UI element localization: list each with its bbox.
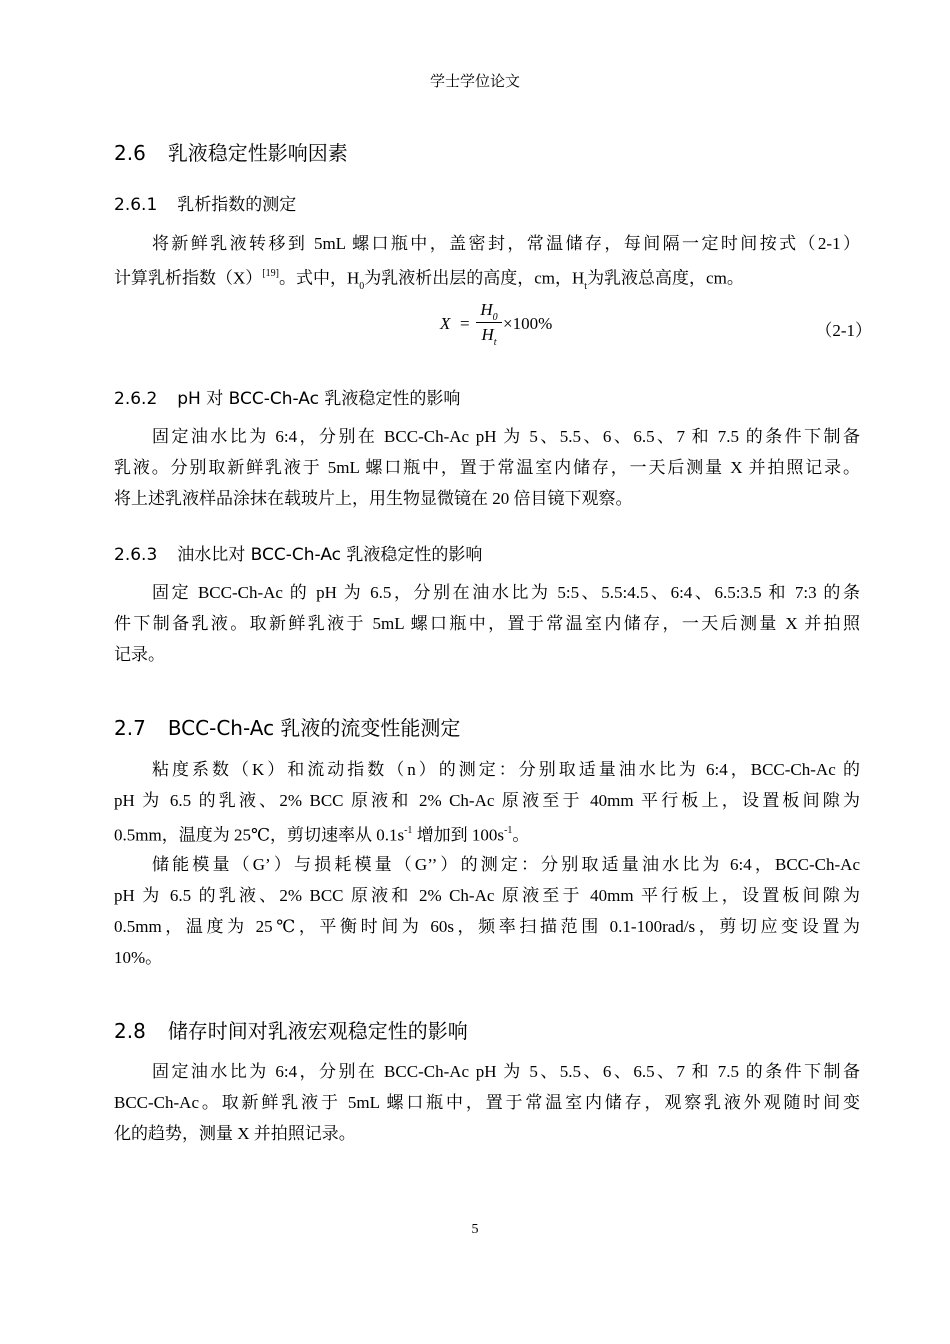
text-line: 固定油水比为 6:4，分别在 BCC-Ch-Ac pH 为 5、5.5、6、6.5、7 和 7.5 的条件下制备 xyxy=(152,427,860,446)
subsection-heading-2-6-3 xyxy=(114,540,482,565)
section-title: BCC-Ch-Ac 乳液的流变性能测定 xyxy=(167,716,461,740)
text-line: 粘度系数（K）和流动指数（n）的测定：分别取适量油水比为 6:4，BCC-Ch-Ac 的 xyxy=(152,760,860,779)
paragraph-2-8 xyxy=(114,1056,860,1149)
equation-rhs: ×100% xyxy=(503,314,553,333)
text-line xyxy=(114,816,860,851)
paragraph-2-7-modulus xyxy=(114,849,860,973)
text-line: BCC-Ch-Ac。取新鲜乳液于 5mL 螺口瓶中，置于常温室内储存，观察乳液外观随时间变 xyxy=(114,1093,860,1112)
fraction-numerator xyxy=(476,298,502,322)
text-line: 乳液。分别取新鲜乳液于 5mL 螺口瓶中，置于常温室内储存，一天后测量 X 并拍照记录。 xyxy=(114,458,860,477)
section-heading-2-8 xyxy=(114,1015,468,1044)
section-number: 2.6 xyxy=(114,141,146,165)
text-run: 增加到 100s xyxy=(412,825,505,845)
subscript: t xyxy=(493,337,497,349)
paragraph-2-6-1 xyxy=(114,228,860,301)
text-run: 。 xyxy=(512,825,530,845)
text-line xyxy=(114,259,860,301)
citation-ref: [19] xyxy=(262,268,279,279)
subsection-number: 2.6.3 xyxy=(114,545,158,565)
text-line: 将上述乳液样品涂抹在载玻片上，用生物显微镜在 20 倍目镜下观察。 xyxy=(114,489,633,508)
text-run: 0.5mm，温度为 25℃，剪切速率从 0.1s xyxy=(114,825,405,845)
equation-fraction xyxy=(476,298,502,347)
text-run: 。式中，H xyxy=(278,268,360,288)
text-run: 为乳液总高度，cm。 xyxy=(587,268,744,288)
section-title: 储存时间对乳液宏观稳定性的影响 xyxy=(167,1019,468,1043)
text-run: 为乳液析出层的高度，cm，H xyxy=(364,268,585,288)
subsection-heading-2-6-2 xyxy=(114,384,460,409)
subscript: 0 xyxy=(359,281,365,293)
subsection-title: 油水比对 BCC-Ch-Ac 乳液稳定性的影响 xyxy=(177,545,483,565)
section-heading-2-7 xyxy=(114,712,460,741)
superscript: -1 xyxy=(504,825,513,836)
equation-lhs: X xyxy=(440,314,451,333)
symbol: H xyxy=(480,300,493,319)
text-line: pH 为 6.5 的乳液、2% BCC 原液和 2% Ch-Ac 原液至于 40mm 平行板上，设置板间隙为 xyxy=(114,791,860,810)
text-line: 件下制备乳液。取新鲜乳液于 5mL 螺口瓶中，置于常温室内储存，一天后测量 X 并拍照 xyxy=(114,614,860,633)
paragraph-2-6-2 xyxy=(114,421,860,514)
text-line: 将新鲜乳液转移到 5mL 螺口瓶中，盖密封，常温储存，每间隔一定时间按式（2-1） xyxy=(152,234,860,253)
text-line: 记录。 xyxy=(114,645,165,664)
subscript: t xyxy=(584,281,588,293)
subsection-number: 2.6.1 xyxy=(114,195,158,215)
symbol: H xyxy=(481,325,494,344)
equation-equals: = xyxy=(460,314,470,333)
paragraph-2-6-3 xyxy=(114,577,860,670)
text-line: 储能模量（G’）与损耗模量（G’’）的测定：分别取适量油水比为 6:4，BCC-Ch-Ac xyxy=(152,855,860,874)
superscript: -1 xyxy=(404,825,413,836)
text-line: 固定油水比为 6:4，分别在 BCC-Ch-Ac pH 为 5、5.5、6、6.5、7 和 7.5 的条件下制备 xyxy=(152,1062,860,1081)
paragraph-2-7-viscosity xyxy=(114,754,860,851)
text-line: 固定 BCC-Ch-Ac 的 pH 为 6.5，分别在油水比为 5:5、5.5:4.5、6:4、6.5:3.5 和 7:3 的条 xyxy=(152,583,860,602)
subsection-title: 乳析指数的测定 xyxy=(177,195,297,215)
subsection-heading-2-6-1 xyxy=(114,190,296,215)
text-line: pH 为 6.5 的乳液、2% BCC 原液和 2% Ch-Ac 原液至于 40mm 平行板上，设置板间隙为 xyxy=(114,886,860,905)
text-line: 化的趋势，测量 X 并拍照记录。 xyxy=(114,1124,356,1143)
text-line: 0.5mm，温度为 25℃，平衡时间为 60s，频率扫描范围 0.1-100rad/s，剪切应变设置为 xyxy=(114,917,860,936)
page-number: 5 xyxy=(471,1222,479,1237)
subsection-number: 2.6.2 xyxy=(114,389,158,409)
subsection-title: pH 对 BCC-Ch-Ac 乳液稳定性的影响 xyxy=(177,389,461,409)
text-run: 计算乳析指数（X） xyxy=(114,268,263,288)
section-heading-2-6 xyxy=(114,137,348,166)
text-line: 10%。 xyxy=(114,948,163,967)
fraction-denominator xyxy=(476,323,502,347)
equation-number: （2-1） xyxy=(815,321,872,340)
section-number: 2.8 xyxy=(114,1019,146,1043)
running-header: 学士学位论文 xyxy=(429,74,520,90)
section-title: 乳液稳定性影响因素 xyxy=(167,141,348,165)
subscript: 0 xyxy=(492,312,498,324)
section-number: 2.7 xyxy=(114,716,146,740)
